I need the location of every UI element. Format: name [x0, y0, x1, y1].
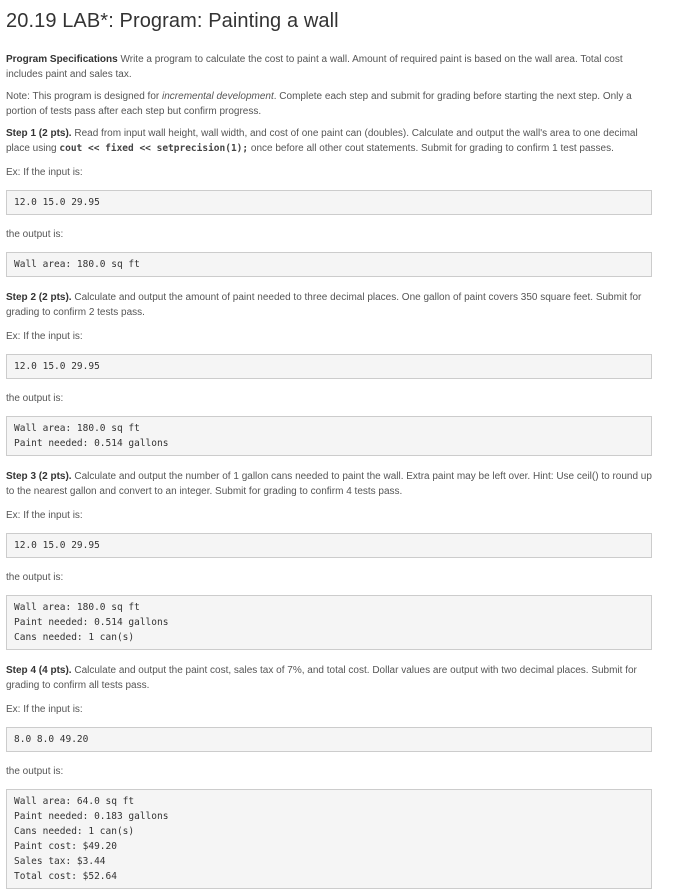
step1-output-line: Wall area: 180.0 sq ft	[14, 259, 140, 270]
step2-output-line: Paint needed: 0.514 gallons	[14, 438, 169, 449]
step2-description	[6, 290, 652, 320]
step1-input-box	[6, 190, 652, 215]
step2-output-label: the output is:	[6, 393, 64, 404]
step3-example-label: Ex: If the input is:	[6, 510, 83, 521]
program-specifications	[6, 52, 652, 82]
step3-description	[6, 469, 652, 499]
step4-output-line: Wall area: 64.0 sq ft	[14, 796, 135, 807]
step1-output-label: the output is:	[6, 229, 64, 240]
note-before: Note: This program is designed for	[6, 91, 163, 102]
step4-output-label: the output is:	[6, 766, 64, 777]
step4-output-line: Paint needed: 0.183 gallons	[14, 811, 169, 822]
specs-label: Program Specifications	[6, 54, 118, 65]
note-emphasis: incremental development	[162, 91, 274, 102]
step4-output-line: Paint cost: $49.20	[14, 841, 117, 852]
step4-example-label: Ex: If the input is:	[6, 704, 83, 715]
step4-input-box	[6, 727, 652, 752]
step1-input: 12.0 15.0 29.95	[14, 197, 100, 208]
step4-input: 8.0 8.0 49.20	[14, 734, 89, 745]
step3-output-line: Wall area: 180.0 sq ft	[14, 602, 140, 613]
step2-example-label: Ex: If the input is:	[6, 331, 83, 342]
step3-input: 12.0 15.0 29.95	[14, 540, 100, 551]
step3-output-label: the output is:	[6, 572, 64, 583]
step3-output-line: Paint needed: 0.514 gallons	[14, 617, 169, 628]
step3-input-box	[6, 533, 652, 558]
step2-input-box	[6, 354, 652, 379]
step2-input: 12.0 15.0 29.95	[14, 361, 100, 372]
step4-text: Calculate and output the paint cost, sales tax of 7%, and total cost. Dollar values are output with two decimal places. Submit for grading to confirm all tests pass.	[6, 665, 637, 691]
incremental-note	[6, 89, 652, 119]
step1-output-box	[6, 252, 652, 277]
step4-description	[6, 663, 652, 693]
step3-text: Calculate and output the number of 1 gallon cans needed to paint the wall. Extra paint may be left over. Hint: Use ceil() to round up to the nearest gallon and convert to an integer. Submit for grading to confirm 4 tests pass.	[6, 471, 652, 497]
step1-label: Step 1 (2 pts).	[6, 128, 72, 139]
step3-output-line: Cans needed: 1 can(s)	[14, 632, 135, 643]
step1-inline-code: cout << fixed << setprecision(1);	[59, 143, 249, 154]
step2-label: Step 2 (2 pts).	[6, 292, 72, 303]
step2-output-box	[6, 416, 652, 456]
step3-label: Step 3 (2 pts).	[6, 471, 72, 482]
specs-text: Write a program to calculate the cost to paint a wall. Amount of required paint is based on the wall area. Total cost includes paint and sales tax.	[6, 54, 623, 80]
page-title: 20.19 LAB*: Program: Painting a wall	[6, 10, 339, 32]
note-after: . Complete each step and submit for grading before starting the next step. Only a portion of tests pass after each step but confirm progress.	[6, 91, 632, 117]
step4-output-line: Sales tax: $3.44	[14, 856, 106, 867]
step1-example-label: Ex: If the input is:	[6, 167, 83, 178]
step2-text: Calculate and output the amount of paint needed to three decimal places. One gallon of paint covers 350 square feet. Submit for grading to confirm 2 tests pass.	[6, 292, 642, 318]
step1-text-b: once before all other cout statements. Submit for grading to confirm 1 test passes.	[248, 143, 614, 154]
step1-description	[6, 126, 652, 156]
step4-output-box	[6, 789, 652, 889]
step1-text-a: Read from input wall height, wall width, and cost of one paint can (doubles). Calculate and output the wall's area to one decimal place using	[6, 128, 638, 154]
step4-output-line: Cans needed: 1 can(s)	[14, 826, 135, 837]
step4-output-line: Total cost: $52.64	[14, 871, 117, 882]
step4-label: Step 4 (4 pts).	[6, 665, 72, 676]
step2-output-line: Wall area: 180.0 sq ft	[14, 423, 140, 434]
step3-output-box	[6, 595, 652, 650]
